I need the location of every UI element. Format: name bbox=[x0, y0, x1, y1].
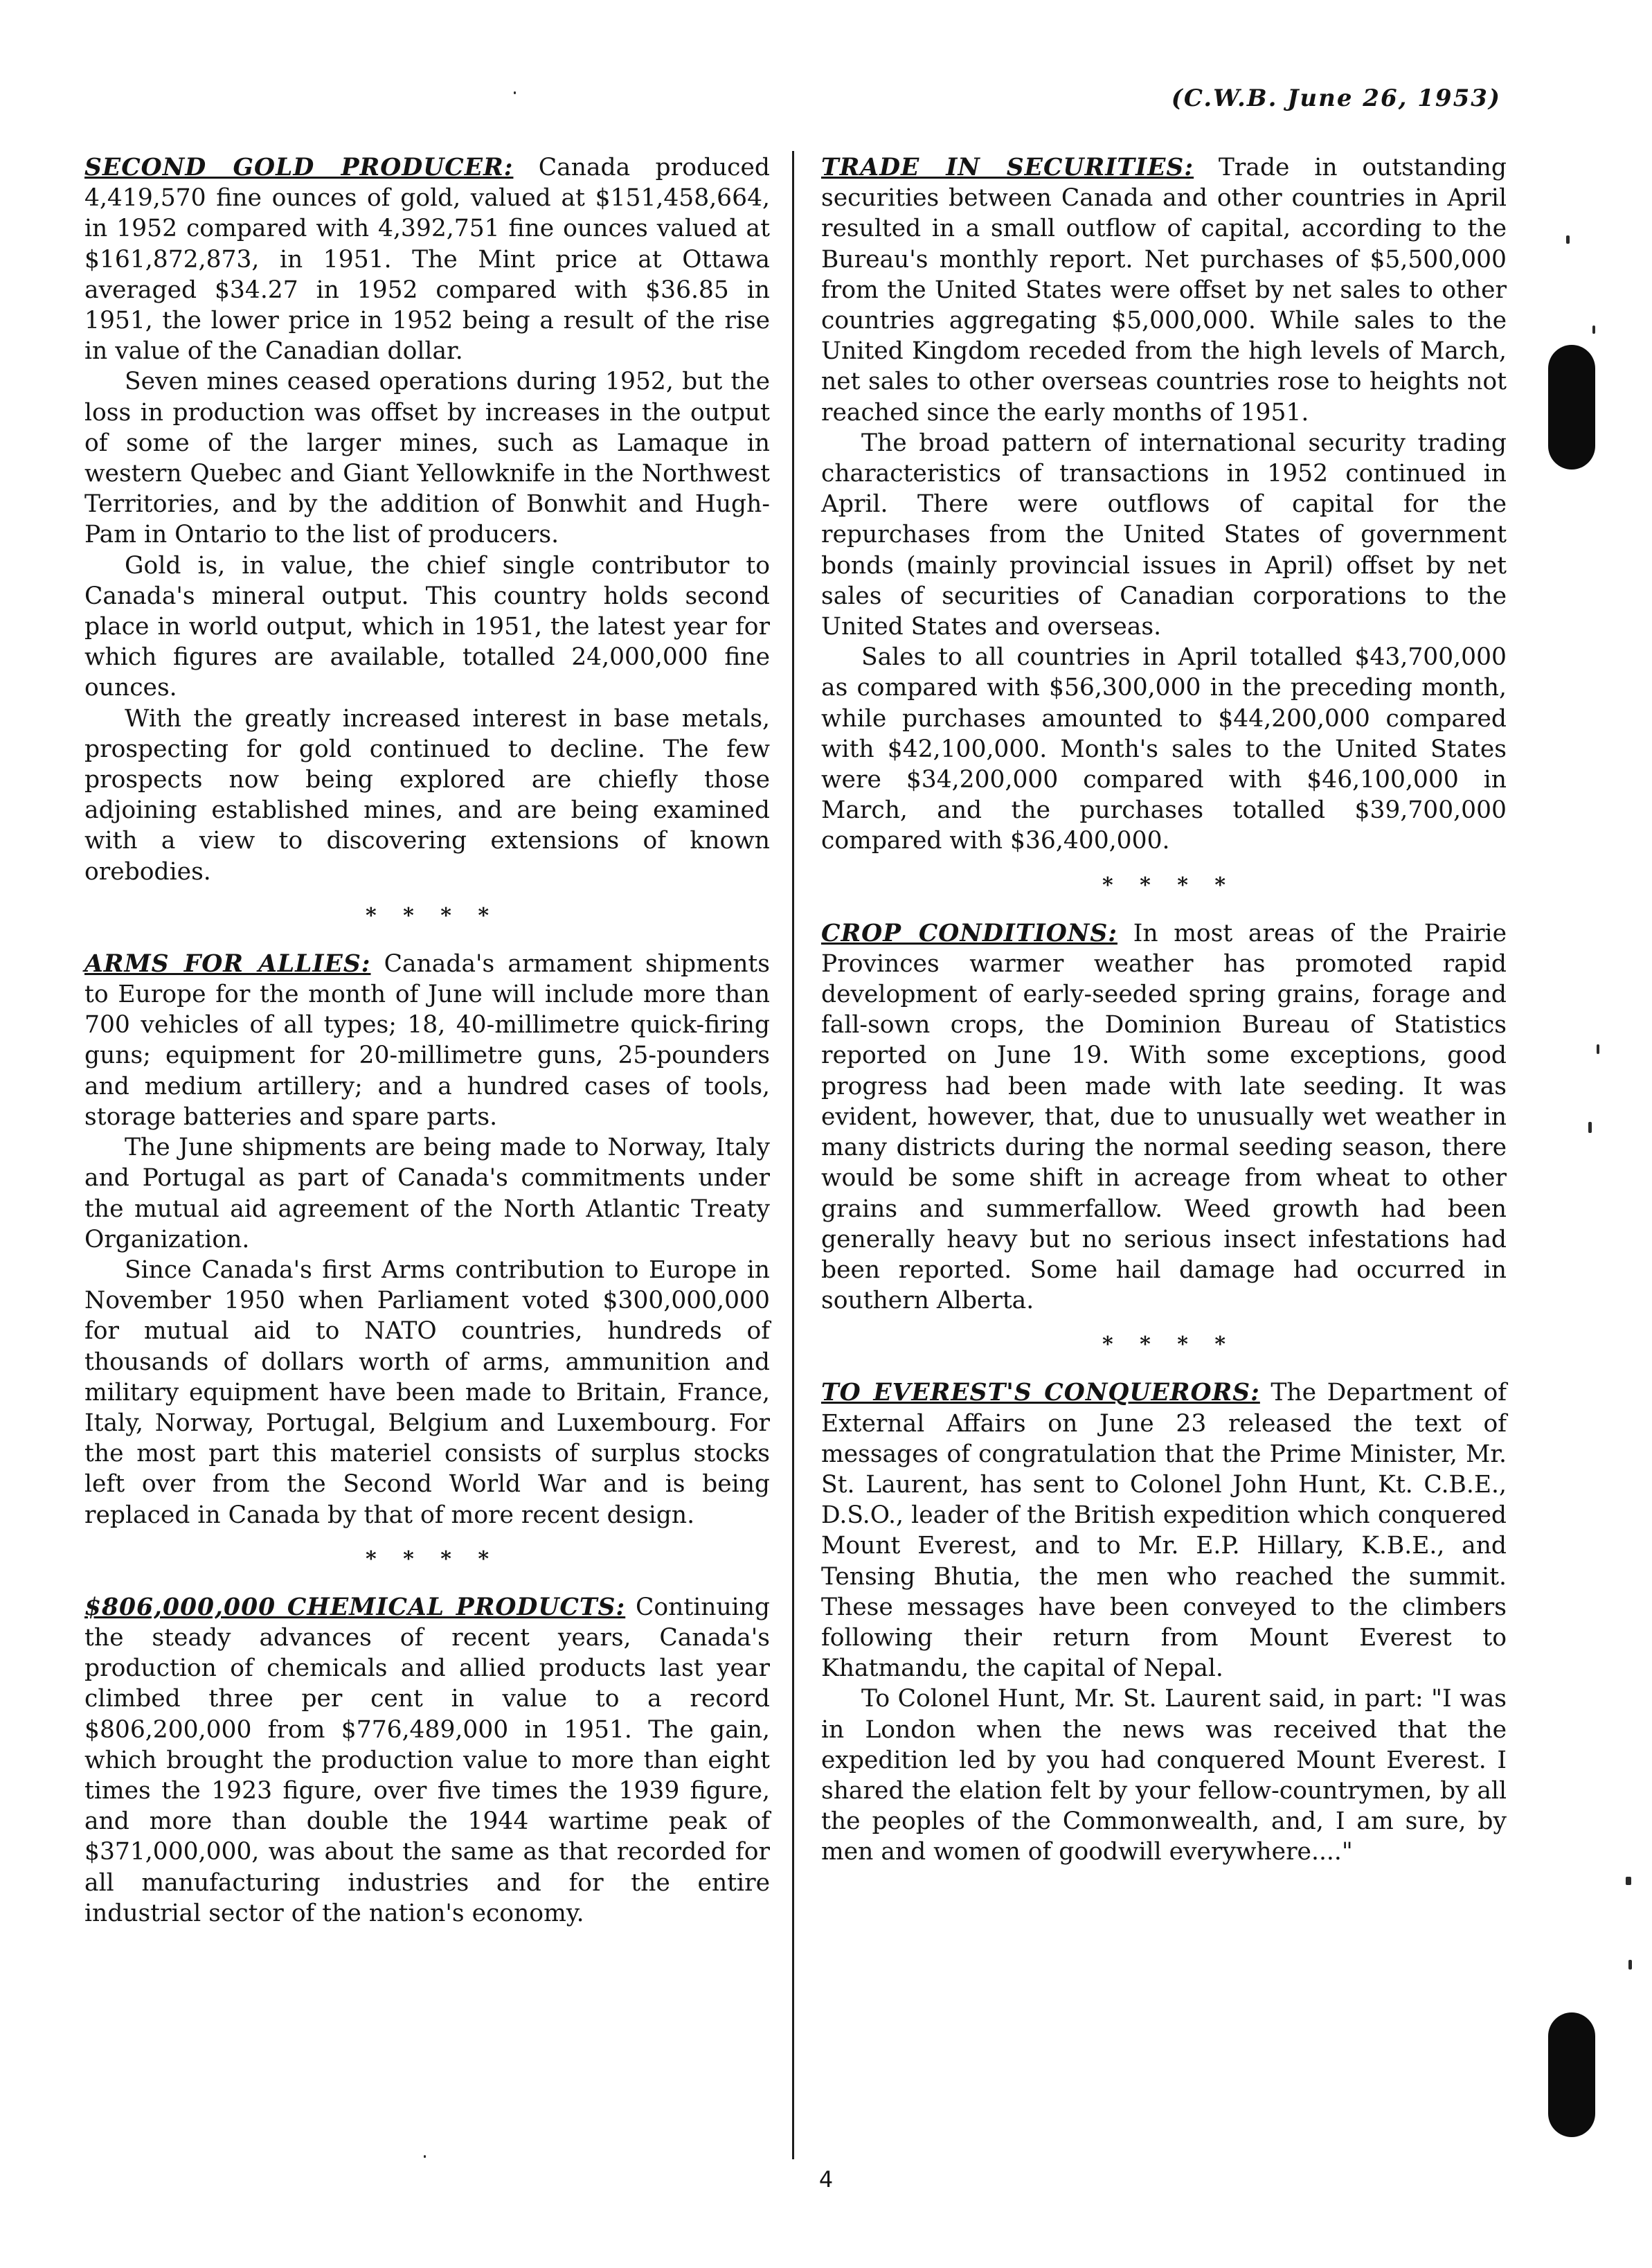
scan-speck bbox=[514, 91, 516, 94]
scan-speck bbox=[1588, 1122, 1592, 1133]
article-paragraph bbox=[84, 1592, 770, 1929]
punch-hole-top bbox=[1548, 345, 1595, 470]
article-paragraph bbox=[84, 152, 770, 366]
section-separator: * * * * bbox=[365, 1546, 499, 1571]
article-text: In most areas of the Prairie Provinces warmer weather has promoted rapid development of early-seeded spring grains, forage and fall-sown crops, the Dominion Bureau of Statistics reported on June 19. With some exceptions, good progress had been made with late seeding. It was evident, however, that, due to unusually wet weather in many districts during the normal seeding season, there would be some shift in acreage from wheat to other grains and summerfallow. Weed growth had been generally heavy but no serious insect infestations had been reported. Some hail damage had occurred in southern Alberta. bbox=[821, 919, 1507, 1315]
article-paragraph: Sales to all countries in April totalled $43,700,000 as compared with $56,300,000 in the preceding month, while purchases amounted to $44,200,000 compared with $42,100,000. Month's sales to the United States were $34,200,000 compared with $46,100,000 in March, and the purchases totalled $39,700,000 compared with $36,400,000. bbox=[821, 643, 1507, 855]
article-paragraph: Seven mines ceased operations during 1952, but the loss in production was offset by increases in the output of some of the larger mines, such as Lamaque in western Quebec and Giant Yellowknife in the Northwest Territories, and by the addition of Bonwhit and Hugh-Pam in Ontario to the list of producers. bbox=[84, 368, 770, 549]
scan-speck bbox=[1592, 325, 1595, 334]
article-paragraph: Since Canada's first Arms contribution to Europe in November 1950 when Parliament voted $300,000,000 for mutual aid to NATO countries, hundreds of thousands of dollars worth of arms, ammunition and military equipment have been made to Britain, France, Italy, Norway, Portugal, Belgium and Luxembourg. For the most part this materiel consists of surplus stocks left over from the Second World War and is being replaced in Canada by that of more recent design. bbox=[84, 1256, 770, 1529]
punch-hole-bottom bbox=[1548, 2012, 1595, 2137]
left-column bbox=[84, 152, 770, 1929]
article-paragraph bbox=[821, 1377, 1507, 1684]
column-divider bbox=[792, 151, 794, 2159]
article-paragraph: The June shipments are being made to Norway, Italy and Portugal as part of Canada's commitments under the mutual aid agreement of the North Atlantic Treaty Organization. bbox=[84, 1134, 770, 1253]
article-everest-conquerors bbox=[821, 1377, 1507, 1867]
article-paragraph bbox=[821, 152, 1507, 428]
article-second-gold-producer bbox=[84, 152, 770, 887]
section-separator: * * * * bbox=[365, 903, 499, 928]
article-paragraph: To Colonel Hunt, Mr. St. Laurent said, in part: "I was in London when the news was received that the expedition led by you had conquered Mount Everest. I shared the elation felt by your fellow-countrymen, by all the peoples of the Commonwealth, and, I am sure, by men and women of goodwill everywhere...." bbox=[821, 1685, 1507, 1866]
scan-speck bbox=[1626, 1877, 1631, 1885]
article-paragraph: Gold is, in value, the chief single contributor to Canada's mineral output. This country holds second place in world output, which in 1951, the latest year for which figures are available, totalled 24,000,000 fine ounces. bbox=[84, 551, 770, 702]
article-chemical-products bbox=[84, 1592, 770, 1929]
right-column bbox=[821, 152, 1507, 1868]
scan-speck bbox=[1597, 1044, 1599, 1054]
section-separator: * * * * bbox=[1102, 873, 1236, 898]
section-separator: * * * * bbox=[1102, 1332, 1236, 1357]
scan-speck bbox=[1566, 235, 1570, 244]
article-arms-for-allies bbox=[84, 949, 770, 1530]
article-paragraph bbox=[821, 918, 1507, 1316]
article-heading: SECOND GOLD PRODUCER: bbox=[84, 154, 514, 181]
article-crop-conditions bbox=[821, 918, 1507, 1316]
article-heading: TO EVEREST'S CONQUERORS: bbox=[821, 1379, 1260, 1407]
bulletin-citation: (C.W.B. June 26, 1953) bbox=[1171, 84, 1501, 112]
article-text: The Department of External Affairs on June 23 released the text of messages of congratulation that the Prime Minister, Mr. St. Laurent, has sent to Colonel John Hunt, Kt. C.B.E., D.S.O., leader of the British expedition which conquered Mount Everest, and to Mr. E.P. Hillary, K.B.E., and Tensing Bhutia, the men who reached the summit. These messages have been conveyed to the climbers following their return from Mount Everest to Khatmandu, the capital of Nepal. bbox=[821, 1379, 1507, 1683]
page-number: 4 bbox=[818, 2166, 834, 2193]
article-text: Trade in outstanding securities between Canada and other countries in April resulted in a small outflow of capital, according to the Bureau's monthly report. Net purchases of $5,500,000 from the United States were offset by net sales to other countries aggregating $5,000,000. While sales to the United Kingdom receded from the high levels of March, net sales to other overseas countries rose to heights not reached since the early months of 1951. bbox=[821, 154, 1507, 427]
article-text: Canada's armament shipments to Europe for the month of June will include more than 700 vehicles of all types; 18, 40-millimetre quick-firing guns; equipment for 20-millimetre guns, 25-pounders and medium artillery; and a hundred cases of tools, storage batteries and spare parts. bbox=[84, 949, 771, 1131]
article-heading: CROP CONDITIONS: bbox=[821, 919, 1117, 947]
article-trade-in-securities bbox=[821, 152, 1507, 857]
scan-speck bbox=[424, 2155, 426, 2158]
article-heading: ARMS FOR ALLIES: bbox=[84, 949, 371, 978]
article-paragraph: The broad pattern of international security trading characteristics of transactions in 1952 continued in April. There were outflows of capital for the repurchases from the United States of government bonds (mainly provincial issues in April) offset by net sales of securities of Canadian corporations to the United States and overseas. bbox=[821, 429, 1507, 641]
article-text: Canada produced 4,419,570 fine ounces of gold, valued at $151,458,664, in 1952 compared with 4,392,751 fine ounces valued at $161,872,873, in 1951. The Mint price at Ottawa averaged $34.27 in 1952 compared with $36.85 in 1951, the lower price in 1952 being a result of the rise in value of the Canadian dollar. bbox=[84, 154, 770, 366]
article-paragraph: With the greatly increased interest in base metals, prospecting for gold continued to decline. The few prospects now being explored are chiefly those adjoining established mines, and are being examined with a view to discovering extensions of known orebodies. bbox=[84, 704, 770, 886]
article-heading: TRADE IN SECURITIES: bbox=[821, 154, 1194, 181]
article-heading: $806,000,000 CHEMICAL PRODUCTS: bbox=[84, 1593, 626, 1621]
scan-speck bbox=[1628, 1960, 1632, 1970]
article-paragraph bbox=[84, 949, 770, 1132]
article-text: Continuing the steady advances of recent years, Canada's production of chemicals and allied products last year climbed three per cent in value to a record $806,200,000 from $776,489,000 in 1951. The gain, which brought the production value to more than eight times the 1923 figure, over five times the 1939 figure, and more than double the 1944 wartime peak of $371,000,000, was about the same as that recorded for all manufacturing industries and for the entire industrial sector of the nation's economy. bbox=[84, 1593, 770, 1927]
